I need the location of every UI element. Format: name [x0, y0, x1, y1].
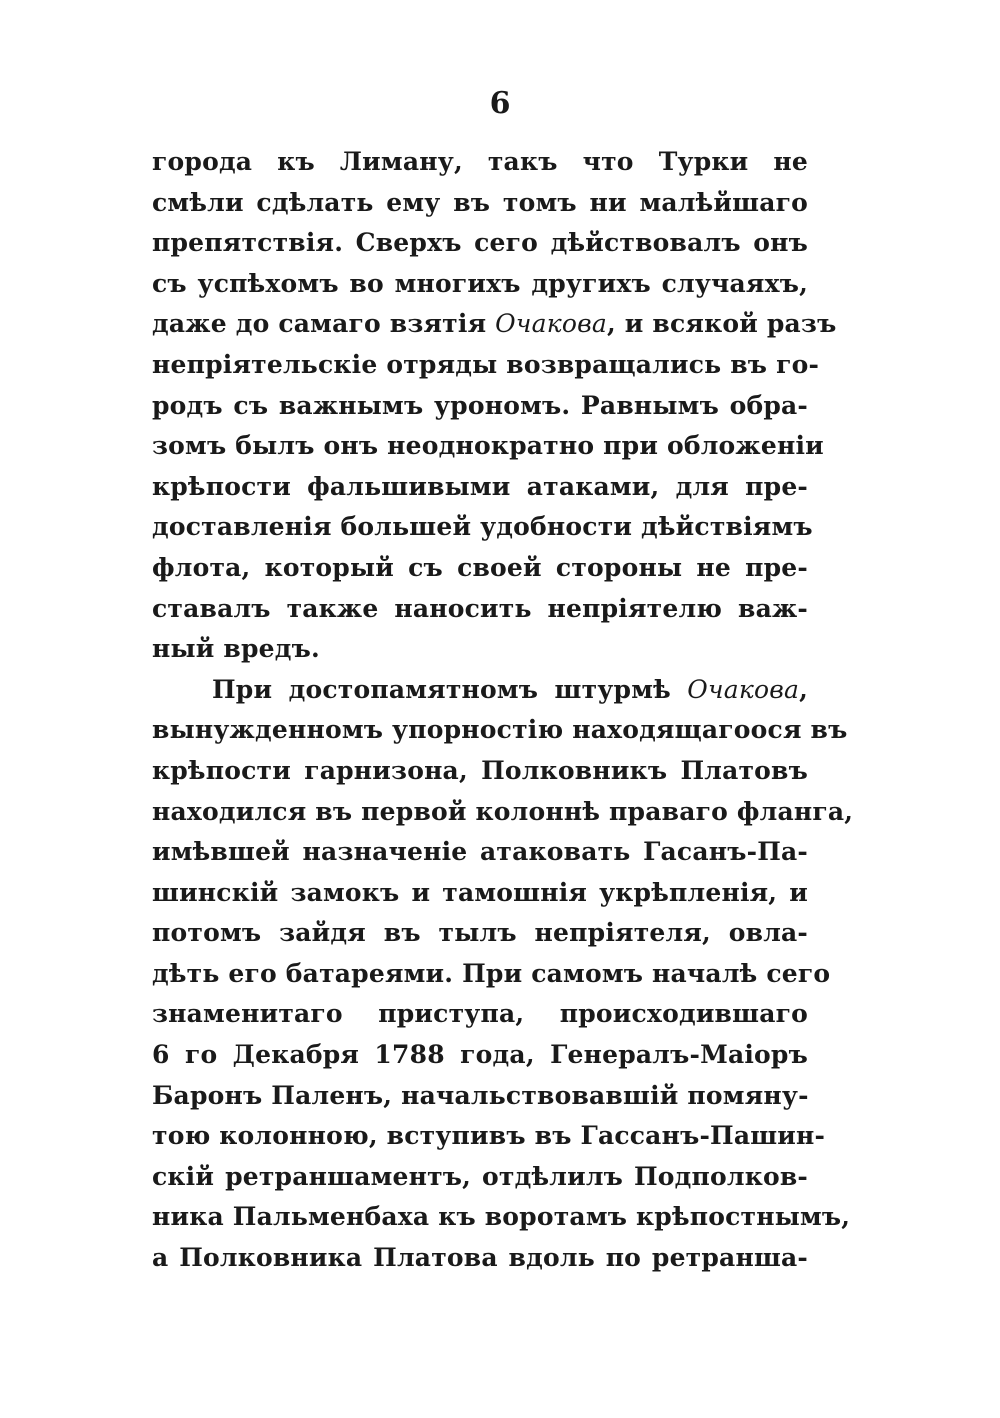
text-line — [152, 507, 813, 548]
text-segment: препятствія. Сверхъ сего дѣйствовалъ онъ — [152, 228, 808, 258]
text-segment: тою колонною, вступивъ въ Гассанъ-Пашин- — [152, 1121, 826, 1151]
text-segment: съ успѣхомъ во многихъ другихъ случаяхъ, — [152, 268, 808, 298]
text-line — [152, 386, 808, 427]
text-line — [152, 304, 837, 345]
text-line — [152, 345, 820, 386]
text-segment: Баронъ Паленъ, начальствовавшій помяну- — [152, 1080, 809, 1110]
italic-place-name: Очакова — [495, 309, 607, 339]
text-segment: города къ Лиману, такъ что Турки не — [152, 147, 808, 176]
text-segment: смѣли сдѣлать ему въ томъ ни малѣйшаго — [152, 187, 808, 217]
text-segment: крѣпости гарнизона, Полковникъ Платовъ — [152, 755, 808, 785]
text-line — [152, 142, 808, 183]
text-segment: доставленія большей удобности дѣйствіямъ — [152, 512, 813, 542]
text-line — [152, 792, 854, 833]
text-line — [152, 913, 808, 954]
text-line — [152, 548, 808, 589]
text-line — [152, 1076, 808, 1117]
text-segment: , — [799, 674, 808, 704]
text-line — [152, 994, 808, 1035]
text-line — [152, 1157, 808, 1198]
text-line — [152, 589, 808, 630]
text-line — [152, 1197, 851, 1238]
text-segment: знаменитаго приступа, происходившаго — [152, 999, 808, 1029]
text-line — [152, 710, 848, 751]
text-line — [152, 629, 808, 670]
text-segment: ный вредъ. — [152, 634, 320, 664]
text-line — [152, 1238, 808, 1279]
text-line — [152, 467, 808, 508]
text-segment: , и всякой разъ — [606, 309, 837, 339]
text-line — [152, 670, 808, 711]
italic-place-name: Очакова — [687, 674, 800, 704]
text-segment: 6 го Декабря 1788 года, Генералъ-Маіоръ — [152, 1040, 808, 1070]
text-line — [152, 183, 808, 224]
text-segment: При достопамятномъ штурмѣ — [212, 674, 688, 704]
text-segment: шинскій замокъ и тамошнія укрѣпленія, и — [152, 877, 808, 907]
text-segment: флота, который съ своей стороны не пре- — [152, 552, 808, 582]
text-segment: скій ретраншаментъ, отдѣлилъ Подполков- — [152, 1161, 808, 1191]
text-segment: находился въ первой колоннѣ праваго фланга, — [152, 796, 854, 826]
text-segment: имѣвшей назначеніе атаковать Гасанъ-Па- — [152, 837, 808, 867]
text-segment: зомъ былъ онъ неоднократно при обложеніи — [152, 431, 824, 461]
text-line — [152, 751, 808, 792]
text-segment: непріятельскіе отряды возвращались въ го- — [152, 349, 820, 379]
text-line — [152, 264, 808, 305]
text-line — [152, 1116, 826, 1157]
text-segment: родъ съ важнымъ урономъ. Равнымъ обра- — [152, 390, 808, 420]
page-number: 6 — [489, 86, 511, 121]
text-segment: даже до самаго взятія — [152, 309, 496, 339]
text-segment: ника Пальменбаха къ воротамъ крѣпостнымъ, — [152, 1202, 851, 1232]
text-segment: а Полковника Платова вдоль по ретранша- — [152, 1243, 808, 1273]
text-line — [152, 1035, 808, 1076]
text-line — [152, 954, 831, 995]
text-line — [152, 832, 808, 873]
text-segment: дѣть его батареями. При самомъ началѣ сего — [152, 958, 831, 988]
text-line — [152, 223, 808, 264]
text-line — [152, 426, 824, 467]
text-segment: крѣпости фальшивыми атаками, для пре- — [152, 471, 808, 501]
text-segment: ставалъ также наносить непріятелю важ- — [152, 593, 808, 623]
text-segment: вынужденномъ упорностію находящагоося въ — [152, 715, 848, 745]
text-line — [152, 873, 808, 914]
text-segment: потомъ зайдя въ тылъ непріятеля, овла- — [152, 918, 808, 948]
body-text — [152, 142, 854, 1279]
